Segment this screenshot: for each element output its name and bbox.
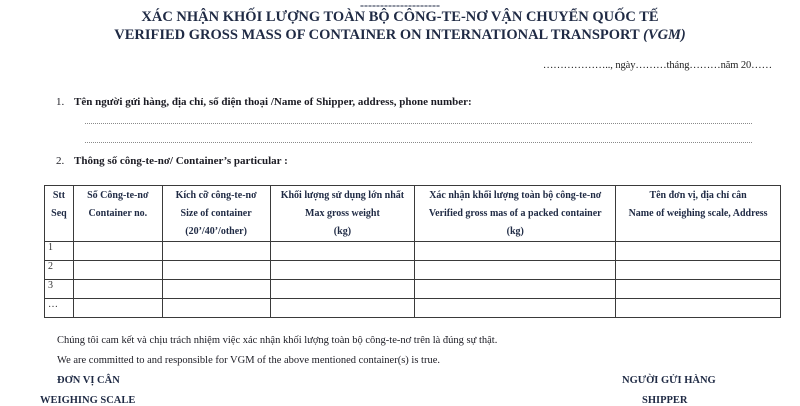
section-number: 2. (56, 155, 65, 167)
header-separator: -------------------- (360, 0, 440, 12)
shipper-fill-line-2[interactable] (85, 142, 752, 143)
section-shipper-heading (56, 96, 472, 108)
cell-seq: 2 (45, 261, 74, 280)
table-row (45, 242, 781, 261)
col-header-line: Kích cỡ công-te-nơ (175, 190, 257, 201)
commitment-english: We are committed to and responsible for VGM of the above mentioned container(s) is true. (57, 355, 440, 366)
cell-container-size[interactable] (162, 299, 270, 318)
col-header-line: Size of container (180, 208, 252, 219)
col-header-seq (45, 186, 74, 242)
cell-container-no[interactable] (73, 280, 162, 299)
col-header-line: Container no. (88, 208, 148, 219)
cell-max-gross-weight[interactable] (270, 299, 415, 318)
cell-container-no[interactable] (73, 242, 162, 261)
cell-container-no[interactable] (73, 261, 162, 280)
cell-weighing-scale[interactable] (616, 280, 781, 299)
col-header-line: Stt (52, 190, 66, 201)
signature-shipper-vi: NGƯỜI GỬI HÀNG (622, 375, 716, 386)
cell-max-gross-weight[interactable] (270, 280, 415, 299)
section-container-label: Thông số công-te-nơ/ Container’s particular : (74, 155, 288, 167)
container-particulars-table (44, 185, 781, 318)
cell-container-size[interactable] (162, 280, 270, 299)
cell-verified-gross-mass[interactable] (415, 299, 616, 318)
col-header-line: Max gross weight (305, 208, 380, 219)
section-number: 1. (56, 96, 65, 108)
cell-weighing-scale[interactable] (616, 242, 781, 261)
col-header-container-size (162, 186, 270, 242)
title-vgm-abbrev: (VGM) (643, 27, 686, 43)
col-header-line: Xác nhận khối lượng toàn bộ công-te-nơ (429, 190, 602, 201)
col-header-weighing-scale (616, 186, 781, 242)
col-header-verified-gross-mass (415, 186, 616, 242)
table-header-row (45, 186, 781, 242)
cell-seq: 1 (45, 242, 74, 261)
cell-verified-gross-mass[interactable] (415, 242, 616, 261)
table-row (45, 280, 781, 299)
cell-weighing-scale[interactable] (616, 261, 781, 280)
cell-seq: 3 (45, 280, 74, 299)
cell-seq: … (45, 299, 74, 318)
signature-weighing-scale-vi: ĐƠN VỊ CÂN (57, 375, 120, 386)
col-header-max-gross-weight (270, 186, 415, 242)
col-header-line: Số Công-te-nơ (87, 190, 149, 201)
col-header-line: Name of weighing scale, Address (628, 208, 768, 219)
cell-weighing-scale[interactable] (616, 299, 781, 318)
section-shipper-label: Tên người gửi hàng, địa chỉ, số điện thoại /Name of Shipper, address, phone number: (74, 96, 472, 108)
cell-container-size[interactable] (162, 242, 270, 261)
col-header-container-no (73, 186, 162, 242)
title-vietnamese: XÁC NHẬN KHỐI LƯỢNG TOÀN BỘ CÔNG-TE-NƠ VẬN CHUYỂN QUỐC TẾ (141, 9, 659, 25)
title-english (0, 27, 800, 44)
cell-max-gross-weight[interactable] (270, 261, 415, 280)
table-row (45, 261, 781, 280)
col-header-line: (20’/40’/other) (185, 226, 247, 237)
col-header-line: Khối lượng sử dụng lớn nhất (280, 190, 405, 201)
signature-shipper-en: SHIPPER (642, 395, 688, 406)
cell-container-size[interactable] (162, 261, 270, 280)
commitment-vietnamese: Chúng tôi cam kết và chịu trách nhiệm việc xác nhận khối lượng toàn bộ công-te-nơ trên là đúng sự thật. (57, 335, 498, 346)
shipper-fill-line-1[interactable] (85, 123, 752, 124)
cell-verified-gross-mass[interactable] (415, 280, 616, 299)
table-row (45, 299, 781, 318)
signature-weighing-scale-en: WEIGHING SCALE (40, 395, 136, 406)
cell-verified-gross-mass[interactable] (415, 261, 616, 280)
col-header-line: Seq (51, 208, 67, 219)
title-english-text: VERIFIED GROSS MASS OF CONTAINER ON INTERNATIONAL TRANSPORT (114, 27, 640, 43)
section-container-heading (56, 155, 288, 167)
col-header-line: (kg) (506, 226, 524, 237)
col-header-line: Tên đơn vị, địa chỉ cân (649, 190, 747, 201)
cell-max-gross-weight[interactable] (270, 242, 415, 261)
col-header-line: (kg) (333, 226, 352, 237)
cell-container-no[interactable] (73, 299, 162, 318)
date-line: ……………….., ngày………tháng………năm 20…… (542, 60, 772, 71)
col-header-line: Verified gross mas of a packed container (428, 208, 602, 219)
